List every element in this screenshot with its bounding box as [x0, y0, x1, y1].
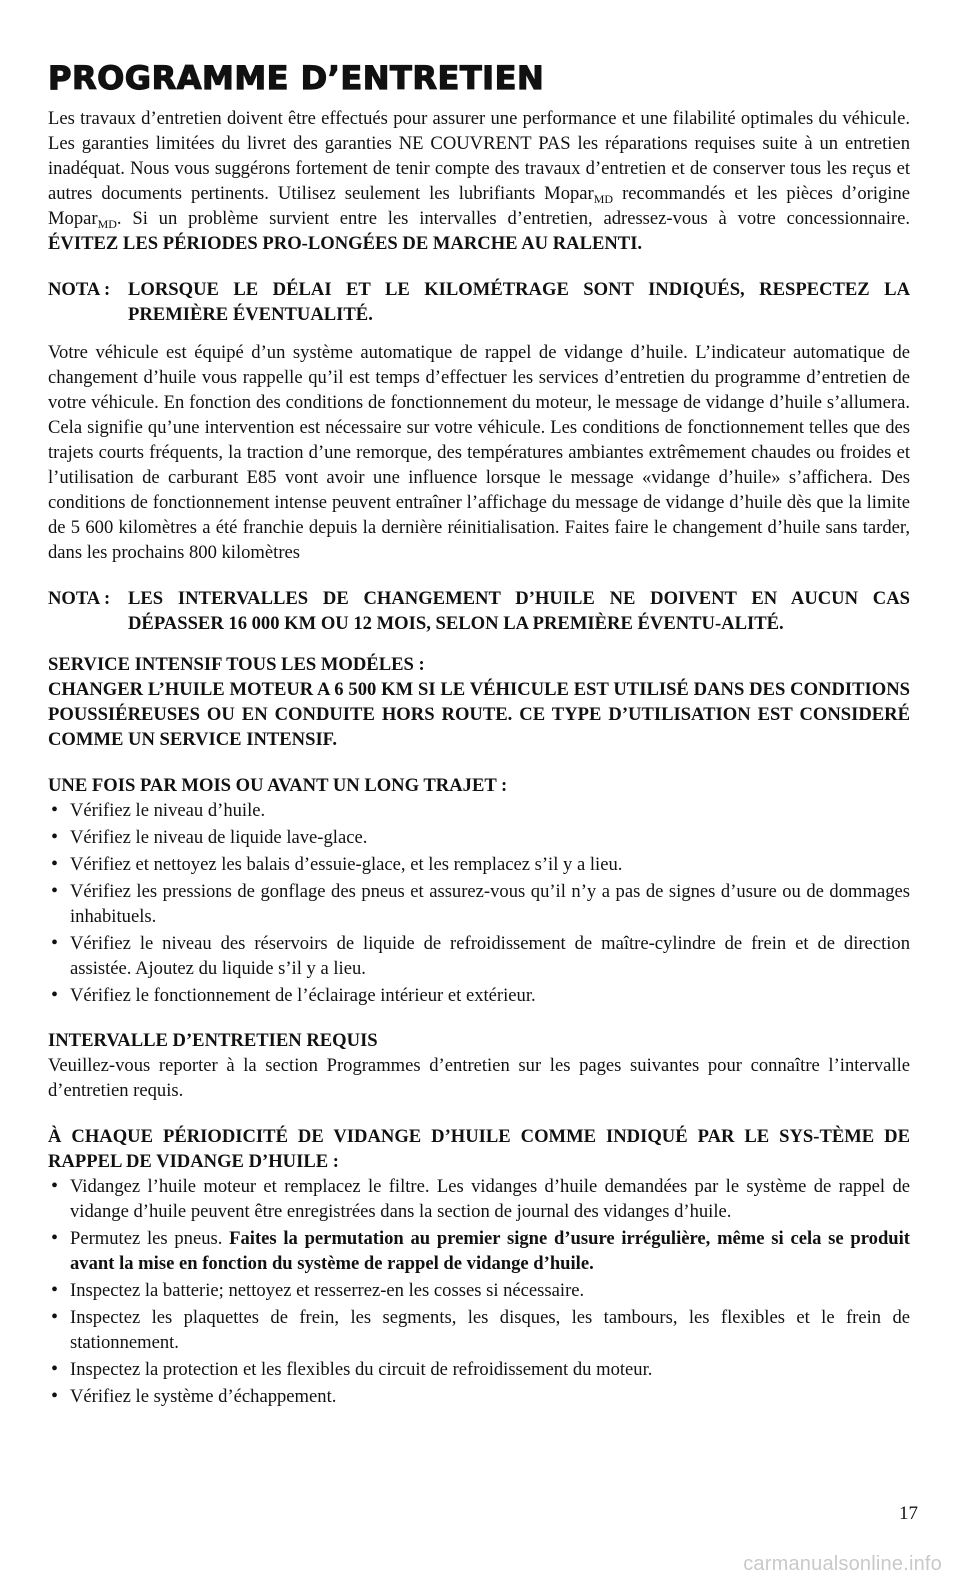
- manual-page: [48, 58, 910, 1429]
- list-item: • Vérifiez les pressions de gonflage des pneus et assurez-vous qu’il n’y a pas de signes d’usure ou de dommages inhabituels.: [48, 879, 910, 929]
- list-item: • Vérifiez le niveau de liquide lave-glace.: [48, 825, 910, 850]
- list-item: [48, 1226, 910, 1276]
- list-item: • Vérifiez le niveau des réservoirs de liquide de refroidissement de maître-cylindre de frein et de direction assistée. Ajoutez du liquide s’il y a lieu.: [48, 931, 910, 981]
- watermark: carmanualsonline.info: [743, 1553, 942, 1575]
- list-item: • Inspectez les plaquettes de frein, les segments, les disques, les tambours, les flexibles et le frein de stationnement.: [48, 1305, 910, 1355]
- required-interval-text: Veuillez-vous reporter à la section Programmes d’entretien sur les pages suivantes pour connaître l’intervalle d’entretien requis.: [48, 1055, 910, 1101]
- note-text: LORSQUE LE DÉLAI ET LE KILOMÉTRAGE SONT INDIQUÉS, RESPECTEZ LA PREMIÈRE ÉVENTUALITÉ.: [128, 279, 910, 325]
- intro-text-2: recommandés et les pièces d’origine Mopar: [48, 183, 910, 229]
- intro-text-1: Les travaux d’entretien doivent être effectués pour assurer une performance et une filabilité optimales du véhicule. Les garanties limitées du livret des garanties NE COUVRENT PAS les réparations requises suite à un entretien inadéquat. Nous vous suggérons fortement de tenir compte des travaux d’entretien et de conserver tous les reçus et autres documents pertinents. Utilisez seulement les lubrifiants Mopar: [48, 108, 910, 204]
- intro-text-3: . Si un problème survient entre les intervalles d’entretien, adressez-vous à votre concessionnaire.: [116, 208, 910, 229]
- intro-paragraph: [48, 106, 910, 256]
- note-2: [48, 586, 910, 636]
- idle-warning: ÉVITEZ LES PÉRIODES PRO-LONGÉES DE MARCHE AU RALENTI.: [48, 233, 643, 254]
- list-item: • Vérifiez le fonctionnement de l’éclairage intérieur et extérieur.: [48, 983, 910, 1008]
- list-item: • Vérifiez le niveau d’huile.: [48, 798, 910, 823]
- list-item: • Vérifiez et nettoyez les balais d’essuie-glace, et les remplacez s’il y a lieu.: [48, 852, 910, 877]
- oil-reminder-paragraph: Votre véhicule est équipé d’un système automatique de rappel de vidange d’huile. L’indicateur automatique de changement d’huile vous rappelle qu’il est temps d’effectuer les services d’entretien du programme d’entretien de votre véhicule. En fonction des conditions de fonctionnement du moteur, le message de vidange d’huile s’allumera. Cela signifie qu’une intervention est nécessaire sur votre véhicule. Les conditions de fonctionnement telles que des trajets courts fréquents, la traction d’une remorque, des températures ambiantes extrêmement chaudes ou froides et l’utilisation de carburant E85 vont avoir une influence lorsque le message «vidange d’huile» s’affichera. Des conditions de fonctionnement intense peuvent entraîner l’affichage du message de vidange d’huile dès que la limite de 5 600 kilomètres a été franchie depuis la dernière réinitialisation. Faites faire le changement d’huile sans tarder, dans les prochains 800 kilomètres: [48, 342, 910, 563]
- list-item: • Vérifiez le système d’échappement.: [48, 1384, 910, 1409]
- page-number: 17: [899, 1503, 918, 1524]
- trademark-sub-2: MD: [97, 217, 117, 231]
- note-1: [48, 277, 910, 327]
- severe-service-text: CHANGER L’HUILE MOTEUR A 6 500 KM SI LE VÉHICULE EST UTILISÉ DANS DES CONDITIONS POUSSIÉREUSES OU EN CONDUITE HORS ROUTE. CE TYPE D’UTILISATION EST CONSIDERÉ COMME UN SERVICE INTENSIF.: [48, 679, 910, 750]
- note-text: LES INTERVALLES DE CHANGEMENT D’HUILE NE DOIVENT EN AUCUN CAS DÉPASSER 16 000 KM OU 12 MOIS, SELON LA PREMIÈRE ÉVENTU-ALITÉ.: [128, 588, 910, 634]
- section-heading: À CHAQUE PÉRIODICITÉ DE VIDANGE D’HUILE COMME INDIQUÉ PAR LE SYS-TÈME DE RAPPEL DE VIDANGE D’HUILE :: [48, 1126, 910, 1172]
- oil-change-checklist: [48, 1174, 910, 1409]
- page-title: PROGRAMME D’ENTRETIEN: [48, 59, 545, 97]
- list-item: • Vidangez l’huile moteur et remplacez le filtre. Les vidanges d’huile demandées par le système de rappel de vidange d’huile peuvent être enregistrées dans la section de journal des vidanges d’huile.: [48, 1174, 910, 1224]
- monthly-checklist: [48, 798, 910, 1008]
- list-item: • Inspectez la batterie; nettoyez et resserrez-en les cosses si nécessaire.: [48, 1278, 910, 1303]
- list-item-text: Permutez les pneus.: [70, 1228, 230, 1249]
- section-heading: INTERVALLE D’ENTRETIEN REQUIS: [48, 1030, 378, 1051]
- section-heading: SERVICE INTENSIF TOUS LES MODÉLES :: [48, 654, 425, 675]
- section-heading: UNE FOIS PAR MOIS OU AVANT UN LONG TRAJET :: [48, 775, 508, 796]
- list-item: • Inspectez la protection et les flexibles du circuit de refroidissement du moteur.: [48, 1357, 910, 1382]
- list-item-emphasis: Faites la permutation au premier signe d’usure irrégulière, même si cela se produit avant la mise en fonction du système de rappel de vidange d’huile.: [70, 1228, 910, 1274]
- note-label: NOTA :: [48, 279, 111, 300]
- note-label: NOTA :: [48, 588, 111, 609]
- trademark-sub-1: MD: [593, 192, 614, 206]
- severe-service-section: [48, 652, 910, 752]
